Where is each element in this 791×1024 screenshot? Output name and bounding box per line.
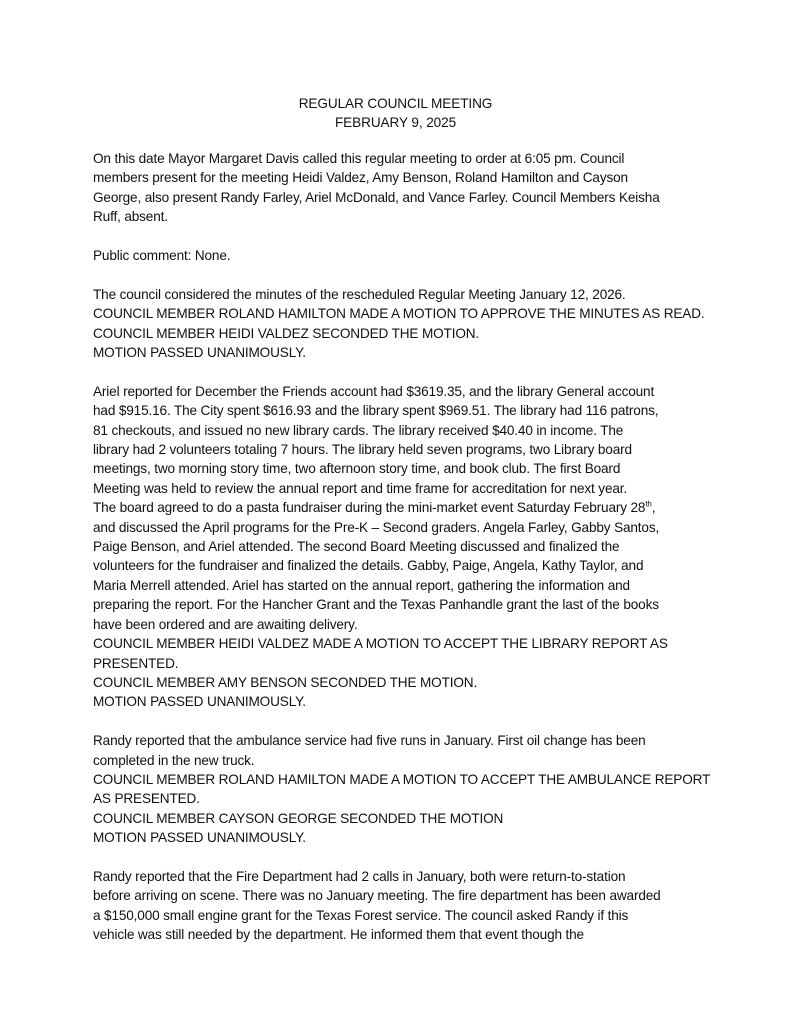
result-line: MOTION PASSED UNANIMOUSLY. (93, 694, 306, 710)
ordinal-superscript: th (645, 499, 652, 509)
text-line: Randy reported that the Fire Department had 2 calls in January, both were return-to-station (93, 868, 626, 884)
paragraph-minutes (93, 285, 713, 363)
paragraph-call-to-order (93, 149, 713, 227)
text-line: a $150,000 small engine grant for the Texas Forest service. The council asked Randy if this (93, 907, 629, 923)
paragraph-gap (93, 265, 713, 284)
text-line: The council considered the minutes of the rescheduled Regular Meeting January 12, 2026. (93, 286, 626, 302)
motion-line: AS PRESENTED. (93, 791, 200, 807)
paragraph-gap (93, 848, 713, 867)
motion-line: COUNCIL MEMBER ROLAND HAMILTON MADE A MOTION TO ACCEPT THE AMBULANCE REPORT (93, 771, 711, 787)
text-line: Ariel reported for December the Friends account had $3619.35, and the library General account (93, 383, 655, 399)
second-line: COUNCIL MEMBER AMY BENSON SECONDED THE MOTION. (93, 674, 478, 690)
text-line: before arriving on scene. There was no January meeting. The fire department has been awarded (93, 888, 661, 904)
text-line: Public comment: None. (93, 248, 231, 264)
text-line: Ruff, absent. (93, 209, 168, 225)
meeting-date: FEBRUARY 9, 2025 (334, 115, 457, 131)
text-segment: , (651, 500, 656, 516)
text-line: members present for the meeting Heidi Valdez, Amy Benson, Roland Hamilton and Cayson (93, 170, 628, 186)
text-line: had $915.16. The City spent $616.93 and the library spent $969.51. The library had 116 patrons, (93, 403, 659, 419)
text-segment: The board agreed to do a pasta fundraiser during the mini-market event Saturday February 28 (93, 500, 646, 516)
text-line: Maria Merrell attended. Ariel has started on the annual report, gathering the information and (93, 577, 630, 593)
text-line: library had 2 volunteers totaling 7 hours. The library held seven programs, two Library board (93, 442, 632, 458)
text-line: and discussed the April programs for the Pre-K – Second graders. Angela Farley, Gabby Santos, (93, 519, 660, 535)
text-line-with-superscript (93, 498, 713, 517)
text-line: 81 checkouts, and issued no new library cards. The library received $40.40 in income. The (93, 422, 624, 438)
text-line: meetings, two morning story time, two afternoon story time, and book club. The first Board (93, 461, 621, 477)
motion-line: COUNCIL MEMBER HEIDI VALDEZ MADE A MOTION TO ACCEPT THE LIBRARY REPORT AS (93, 636, 668, 652)
document-header (0, 94, 791, 133)
result-line: MOTION PASSED UNANIMOUSLY. (93, 830, 306, 846)
motion-line: COUNCIL MEMBER ROLAND HAMILTON MADE A MOTION TO APPROVE THE MINUTES AS READ. (93, 306, 705, 322)
second-line: COUNCIL MEMBER CAYSON GEORGE SECONDED THE MOTION (93, 810, 504, 826)
paragraph-library-report (93, 382, 713, 712)
paragraph-gap (93, 227, 713, 246)
text-line: volunteers for the fundraiser and finalized the details. Gabby, Paige, Angela, Kathy Taylor, and (93, 558, 644, 574)
text-line: Randy reported that the ambulance service had five runs in January. First oil change has been (93, 733, 646, 749)
paragraph-gap (93, 712, 713, 731)
paragraph-gap (93, 362, 713, 381)
text-line: Paige Benson, and Ariel attended. The second Board Meeting discussed and finalized the (93, 539, 620, 555)
paragraph-ambulance-report (93, 731, 713, 847)
text-line: have been ordered and are awaiting delivery. (93, 616, 358, 632)
text-line: Meeting was held to review the annual report and time frame for accreditation for next year. (93, 480, 628, 496)
paragraph-fire-department (93, 867, 713, 945)
text-line: vehicle was still needed by the department. He informed them that event though the (93, 927, 584, 943)
document-title: REGULAR COUNCIL MEETING (298, 96, 493, 111)
document-body (93, 149, 713, 945)
motion-line: PRESENTED. (93, 655, 179, 671)
second-line: COUNCIL MEMBER HEIDI VALDEZ SECONDED THE MOTION. (93, 325, 480, 341)
paragraph-public-comment (93, 246, 713, 265)
text-line: On this date Mayor Margaret Davis called this regular meeting to order at 6:05 pm. Council (93, 151, 625, 166)
text-line: completed in the new truck. (93, 752, 255, 768)
result-line: MOTION PASSED UNANIMOUSLY. (93, 345, 306, 361)
text-line: George, also present Randy Farley, Ariel McDonald, and Vance Farley. Council Members Keisha (93, 189, 660, 205)
text-line: preparing the report. For the Hancher Grant and the Texas Panhandle grant the last of the books (93, 597, 659, 613)
